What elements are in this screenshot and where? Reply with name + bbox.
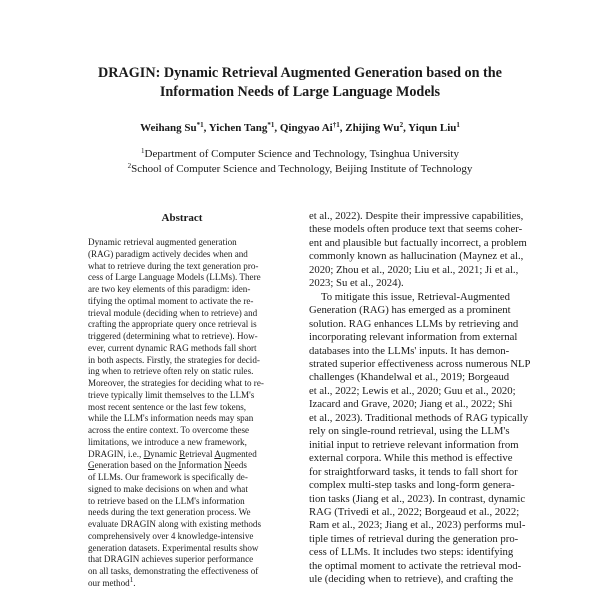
text-line: needs during the text generation process. We bbox=[88, 507, 251, 518]
text-line: these models often produce text that seems coher- bbox=[309, 223, 523, 236]
intro-paragraph-continued bbox=[309, 210, 554, 291]
acronym-letter: N bbox=[224, 460, 231, 471]
text-line: evaluate DRAGIN along with existing methods bbox=[88, 519, 262, 529]
text-line: et al., 2023). Traditional methods of RAG typically bbox=[309, 411, 529, 424]
author-name: Weihang Su bbox=[140, 122, 197, 134]
text-line: ing when to retrieve often rely on static rules. bbox=[88, 366, 254, 377]
text-line: Moreover, the strategies for deciding what to re- bbox=[88, 378, 264, 388]
abstract-text: eneration based on the bbox=[94, 460, 179, 471]
text-line: trieve typically limit themselves to the LLM's bbox=[88, 389, 255, 400]
abstract-lines-top bbox=[88, 237, 288, 449]
text-line: external corpora. While this method is effective bbox=[309, 452, 513, 465]
author-name: Qingyao Ai bbox=[279, 122, 333, 134]
acronym-letter: G bbox=[88, 460, 95, 471]
author-mark: 1 bbox=[456, 121, 460, 129]
abstract-text: ynamic bbox=[150, 448, 180, 459]
text-line: the optimal moment to activate the retrieval mod- bbox=[309, 559, 522, 572]
text-line: strated superior effectiveness across numerous NLP bbox=[309, 357, 531, 370]
text-line: comprehensively over 4 knowledge-intensive bbox=[88, 530, 254, 541]
text-line: et al., 2022). Despite their impressive capabilities, bbox=[309, 210, 524, 222]
text-line: solution. RAG enhances LLMs by retrieving and bbox=[309, 317, 519, 330]
intro-paragraph-rag bbox=[309, 291, 554, 587]
affiliation bbox=[40, 162, 560, 177]
text-line: Generation (RAG) has emerged as a prominent bbox=[309, 304, 511, 317]
text-line: trieval module (deciding when to retrieve) and bbox=[88, 307, 258, 318]
text-line: what to retrieve during the text generation pro- bbox=[88, 260, 259, 271]
text-line: tiple times of retrieval during the generation pro- bbox=[309, 532, 519, 545]
text-line: that DRAGIN achieves superior performance bbox=[88, 554, 254, 565]
text-line: ever, current dynamic RAG methods fall short bbox=[88, 342, 257, 353]
title-line: DRAGIN: Dynamic Retrieval Augmented Generation based on the bbox=[98, 65, 502, 81]
text-line: on all tasks, demonstrating the effectiveness of bbox=[88, 566, 259, 576]
text-line: limitations, we introduce a new framework, bbox=[88, 436, 247, 447]
affiliation-text: Department of Computer Science and Technology, Tsinghua University bbox=[144, 148, 459, 160]
abstract-text: etrieval bbox=[185, 448, 215, 459]
text-line: complex multi-step tasks and long-form genera- bbox=[309, 479, 515, 492]
text-line: RAG (Trivedi et al., 2022; Borgeaud et al., 2022; bbox=[309, 505, 520, 518]
affiliation-mark: 2 bbox=[127, 161, 132, 170]
author-mark: †1 bbox=[332, 121, 340, 129]
acronym-letter: A bbox=[214, 448, 221, 459]
author-list: Weihang Su$^{*1}$, Yichen Tang$^{*1}$, Qingyao Ai$^{\dagger 1}$, Zhijing Wu$^2$, Yiqun Liu$^1$ bbox=[140, 121, 460, 134]
text-line: are two key elements of this paradigm: iden- bbox=[88, 284, 251, 294]
abstract-text: . bbox=[133, 577, 136, 588]
text-line: Ram et al., 2023; Jiang et al., 2023) performs mul- bbox=[309, 519, 526, 532]
body-column bbox=[309, 210, 554, 600]
text-line: of LLMs. Our framework is specifically de- bbox=[88, 472, 248, 482]
text-line: triggered (determining what to retrieve). How- bbox=[88, 331, 258, 341]
text-line: in both aspects. Firstly, the strategies for decid- bbox=[88, 354, 260, 365]
text-line: most recent sentence or the last few tokens, bbox=[88, 401, 247, 412]
footnote-mark: 1 bbox=[129, 575, 134, 584]
text-line: Dynamic retrieval augmented generation bbox=[88, 237, 237, 247]
affiliation-mark: 1 bbox=[141, 147, 145, 155]
author-mark: *1 bbox=[196, 121, 204, 129]
abstract-text: our method bbox=[88, 577, 130, 588]
text-line: challenges (Khandelwal et al., 2019; Borgeaud bbox=[309, 371, 510, 384]
text-line: tion tasks (Jiang et al., 2023). In contrast, dynamic bbox=[309, 492, 526, 505]
text-line: while the LLM's information needs may span bbox=[88, 413, 254, 424]
affiliation-list bbox=[40, 147, 560, 176]
text-line: et al., 2022; Lewis et al., 2020; Guu et al., 2020; bbox=[309, 384, 516, 397]
text-line: To mitigate this issue, Retrieval-Augmented bbox=[321, 290, 510, 303]
text-line: tifying the optimal moment to activate the re- bbox=[88, 295, 254, 306]
text-line: initial input to retrieve relevant information from bbox=[309, 438, 519, 451]
text-line: (RAG) paradigm actively decides when and bbox=[88, 248, 248, 259]
acronym-letter: D bbox=[143, 448, 151, 459]
abstract-heading: Abstract bbox=[161, 212, 203, 224]
text-line: for straightforward tasks, it tends to fall short for bbox=[309, 465, 518, 478]
text-line: commonly known as hallucination (Maynez et al., bbox=[309, 250, 524, 263]
affiliation-text: School of Computer Science and Technology, Beijing Institute of Technology bbox=[131, 162, 473, 175]
text-line: databases into the LLMs' inputs. It has demon- bbox=[309, 344, 510, 357]
abstract-text: eeds bbox=[230, 460, 247, 471]
text-line: 2023; Su et al., 2024). bbox=[309, 277, 404, 290]
text-line: incorporating relevant information from external bbox=[309, 331, 518, 344]
text-line: to retrieve based on the LLM's information bbox=[88, 495, 245, 506]
author-name: Yiqun Liu bbox=[408, 122, 457, 134]
text-line: generation datasets. Experimental results show bbox=[88, 542, 259, 553]
abstract-line bbox=[88, 575, 288, 590]
acronym-letter: I bbox=[178, 460, 182, 471]
author-name: Zhijing Wu bbox=[345, 122, 400, 134]
author-mark: *1 bbox=[267, 121, 275, 129]
abstract-text: nformation bbox=[181, 460, 225, 471]
text-line: cess of Large Language Models (LLMs). There bbox=[88, 272, 261, 283]
abstract-text: DRAGIN, i.e., bbox=[88, 448, 144, 459]
author-mark: 2 bbox=[399, 121, 404, 129]
text-line: crafting the appropriate query once retrieval is bbox=[88, 319, 257, 330]
abstract-line bbox=[88, 460, 288, 472]
text-line: across the entire context. To overcome these bbox=[88, 425, 250, 435]
abstract-line bbox=[88, 449, 288, 461]
affiliation bbox=[40, 147, 560, 162]
title-line: Information Needs of Large Language Models bbox=[159, 84, 441, 100]
paper-title bbox=[40, 64, 560, 102]
text-line: ent and plausible but factually incorrect, a problem bbox=[309, 236, 527, 249]
acronym-letter: R bbox=[179, 448, 186, 459]
abstract-text: ugmented bbox=[220, 448, 257, 459]
text-line: signed to make decisions on when and what bbox=[88, 483, 248, 494]
abstract-body bbox=[88, 237, 288, 590]
text-line: 2020; Zhou et al., 2020; Liu et al., 2021; Ji et al., bbox=[309, 263, 519, 276]
abstract-lines-bottom bbox=[88, 472, 288, 578]
author-name: Yichen Tang bbox=[208, 122, 268, 134]
text-line: Izacard and Grave, 2020; Jiang et al., 2022; Shi bbox=[309, 398, 513, 411]
text-line: rely on single-round retrieval, using the LLM's bbox=[309, 425, 510, 438]
text-line: cess of LLMs. It includes two steps: identifying bbox=[309, 546, 514, 559]
text-line: ule (deciding when to retrieve), and crafting the bbox=[309, 573, 514, 586]
